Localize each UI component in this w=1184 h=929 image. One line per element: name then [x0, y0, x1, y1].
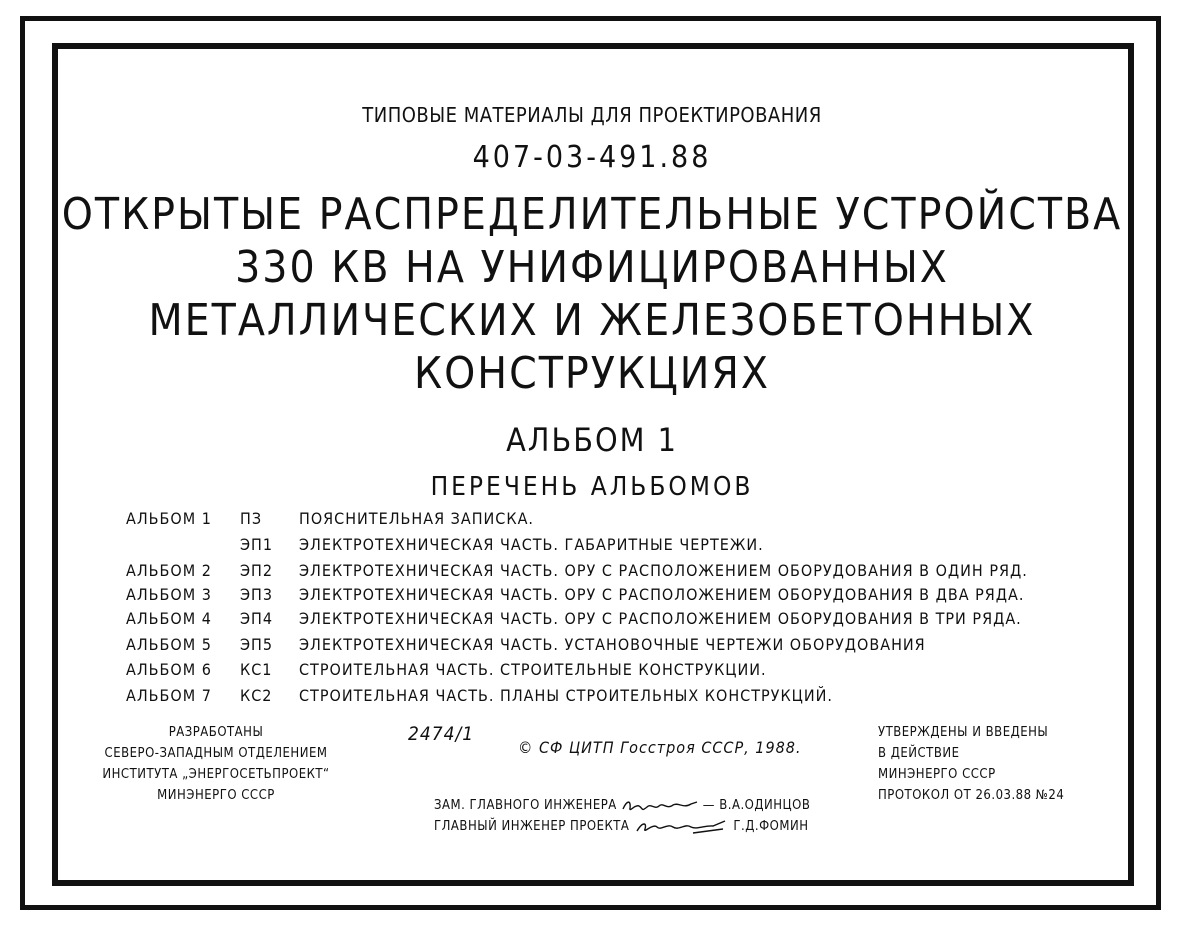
row-description: ПОЯСНИТЕЛЬНАЯ ЗАПИСКА. — [299, 509, 534, 528]
row-description: ЭЛЕКТРОТЕХНИЧЕСКАЯ ЧАСТЬ. ОРУ С РАСПОЛОЖЕНИЕМ ОБОРУДОВАНИЯ В ТРИ РЯДА. — [299, 609, 1022, 628]
row-album: АЛЬБОМ 4 — [126, 609, 212, 628]
developed-by-line: МИНЭНЕРГО СССР — [157, 788, 275, 803]
album-list-title: ПЕРЕЧЕНЬ АЛЬБОМОВ — [430, 472, 754, 502]
developed-by-line: СЕВЕРО-ЗАПАДНЫМ ОТДЕЛЕНИЕМ — [104, 746, 328, 761]
row-code: ЭП2 — [240, 561, 274, 580]
copyright-notice: © СФ ЦИТП Госстроя СССР, 1988. — [518, 738, 802, 757]
approved-line: УТВЕРЖДЕНЫ И ВВЕДЕНЫ — [878, 725, 1049, 740]
title-line-2: 330 КВ НА УНИФИЦИРОВАННЫХ — [235, 242, 949, 293]
row-code: ЭП5 — [240, 635, 274, 654]
handwritten-signature — [633, 817, 729, 837]
row-album: АЛЬБОМ 5 — [126, 635, 212, 654]
row-album: АЛЬБОМ 1 — [126, 509, 212, 528]
row-album: АЛЬБОМ 3 — [126, 585, 212, 604]
registration-number: 2474/1 — [408, 723, 475, 745]
signatory-role: ЗАМ. ГЛАВНОГО ИНЖЕНЕРА — [434, 798, 617, 813]
title-line-4: КОНСТРУКЦИЯХ — [414, 348, 770, 399]
row-description: ЭЛЕКТРОТЕХНИЧЕСКАЯ ЧАСТЬ. УСТАНОВОЧНЫЕ ЧЕРТЕЖИ ОБОРУДОВАНИЯ — [299, 635, 926, 654]
signature-block — [434, 795, 810, 837]
row-description: ЭЛЕКТРОТЕХНИЧЕСКАЯ ЧАСТЬ. ОРУ С РАСПОЛОЖЕНИЕМ ОБОРУДОВАНИЯ В ОДИН РЯД. — [299, 561, 1028, 580]
approved-line: МИНЭНЕРГО СССР — [878, 767, 996, 782]
approved-line: ПРОТОКОЛ ОТ 26.03.88 №24 — [878, 788, 1065, 803]
approved-block — [878, 722, 1064, 806]
document-number: 407-03-491.88 — [472, 140, 712, 175]
row-code: КС1 — [240, 660, 273, 679]
developed-by-block — [76, 722, 356, 806]
approved-line: В ДЕЙСТВИЕ — [878, 746, 960, 761]
handwritten-signature — [621, 796, 699, 816]
signatory-name: Г.Д.ФОМИН — [733, 819, 809, 834]
row-album: АЛЬБОМ 7 — [126, 686, 212, 705]
title-line-1: ОТКРЫТЫЕ РАСПРЕДЕЛИТЕЛЬНЫЕ УСТРОЙСТВА — [61, 189, 1123, 240]
row-code: ПЗ — [240, 509, 263, 528]
row-code: КС2 — [240, 686, 273, 705]
developed-by-line: ИНСТИТУТА „ЭНЕРГОСЕТЬПРОЕКТ“ — [102, 767, 330, 782]
signature-row — [434, 795, 810, 816]
signature-row — [434, 816, 810, 837]
row-description: СТРОИТЕЛЬНАЯ ЧАСТЬ. ПЛАНЫ СТРОИТЕЛЬНЫХ КОНСТРУКЦИЙ. — [299, 686, 833, 705]
row-code: ЭП3 — [240, 585, 274, 604]
album-label: АЛЬБОМ 1 — [506, 421, 678, 459]
signatory-name: — В.А.ОДИНЦОВ — [702, 798, 811, 813]
signatory-role: ГЛАВНЫЙ ИНЖЕНЕР ПРОЕКТА — [434, 819, 630, 834]
row-description: ЭЛЕКТРОТЕХНИЧЕСКАЯ ЧАСТЬ. ГАБАРИТНЫЕ ЧЕРТЕЖИ. — [299, 535, 764, 554]
row-description: СТРОИТЕЛЬНАЯ ЧАСТЬ. СТРОИТЕЛЬНЫЕ КОНСТРУКЦИИ. — [299, 660, 767, 679]
developed-by-line: РАЗРАБОТАНЫ — [168, 725, 264, 740]
row-description: ЭЛЕКТРОТЕХНИЧЕСКАЯ ЧАСТЬ. ОРУ С РАСПОЛОЖЕНИЕМ ОБОРУДОВАНИЯ В ДВА РЯДА. — [299, 585, 1025, 604]
row-code: ЭП1 — [240, 535, 274, 554]
row-album: АЛЬБОМ 2 — [126, 561, 212, 580]
series-header: ТИПОВЫЕ МАТЕРИАЛЫ ДЛЯ ПРОЕКТИРОВАНИЯ — [362, 103, 822, 127]
row-album: АЛЬБОМ 6 — [126, 660, 212, 679]
row-code: ЭП4 — [240, 609, 274, 628]
title-line-3: МЕТАЛЛИЧЕСКИХ И ЖЕЛЕЗОБЕТОННЫХ — [148, 295, 1036, 346]
